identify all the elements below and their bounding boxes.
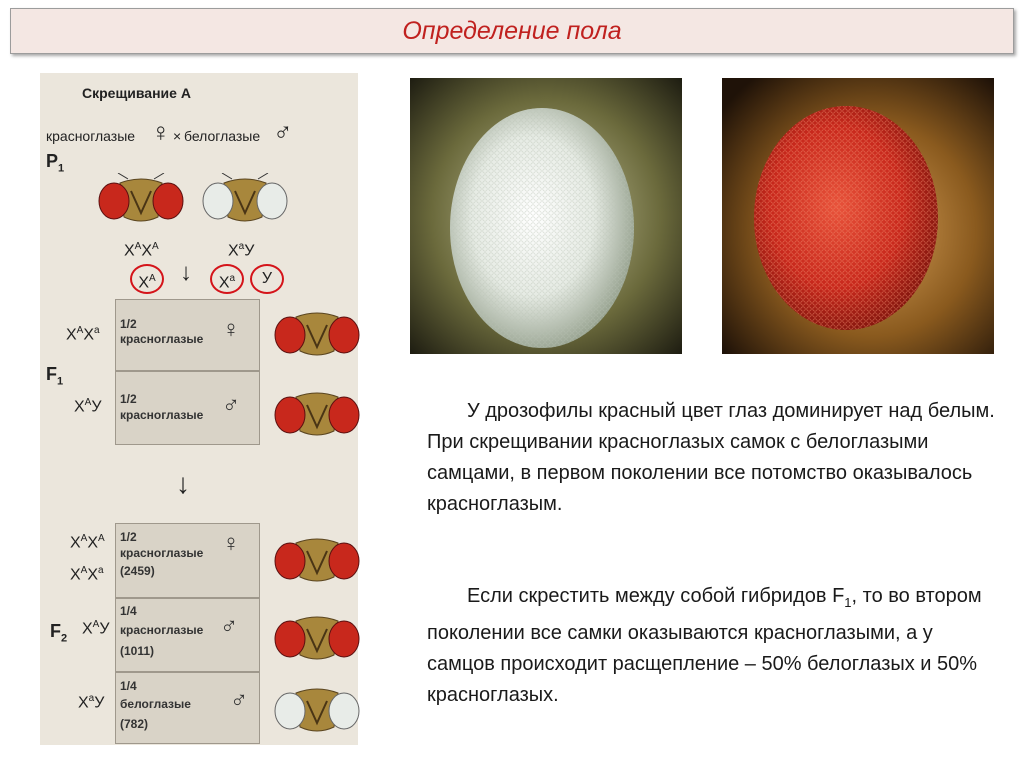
cross-symbol: × <box>173 128 182 144</box>
f2-row3-genotype: $X^aУ$ <box>78 693 105 712</box>
slide-title-bar <box>10 8 1014 54</box>
arrow-down-icon: ↓ <box>180 259 192 286</box>
f1-female-fly-icon <box>274 307 360 359</box>
f1-row2-cell: 1/2 красноглазые ♂ <box>115 371 260 445</box>
slide-title: Определение пола <box>402 16 622 45</box>
white-eye-photo <box>410 78 682 354</box>
f2-row2-genotype: $X^AУ$ <box>82 619 110 638</box>
female-symbol: ♀ <box>151 117 171 147</box>
paragraph-2: Если скрестить между собой гибридов $F_1$, то во втором поколении все самки оказываются красноглазыми, а у самцов происходит расщепление – 50% белоглазых и 50% красноглазых. <box>427 585 982 706</box>
p1-label: $P_1$ <box>46 151 65 175</box>
male-gamete-y: У <box>250 264 284 294</box>
f1-label: $F_1$ <box>46 364 64 388</box>
f1-row2-genotype: $X^AУ$ <box>74 397 102 416</box>
f2-red-male-fly-icon <box>274 611 360 663</box>
paragraph-1: У дрозофилы красный цвет глаз доминирует над белым. При скрещивании красноглазых самок с белоглазыми самцами, в первом поколении все потомство оказывалось красноглазым. <box>427 400 995 515</box>
f2-white-male-fly-icon <box>274 683 360 735</box>
p1-male-label: белоглазые <box>184 128 261 144</box>
cross-scheme <box>40 73 358 745</box>
f2-row1-cell: 1/2 красноглазые (2459) ♀ <box>115 523 260 598</box>
scheme-heading: Скрещивание А <box>82 85 191 101</box>
p1-female-genotype: $X^AX^A$ <box>124 241 159 260</box>
p1-male-genotype: $X^aУ$ <box>228 241 255 260</box>
f2-row1-genotype: $X^AX^A$ <box>70 533 105 552</box>
male-symbol: ♂ <box>273 117 293 147</box>
f2-row1-genotype-2: $X^AX^a$ <box>70 565 104 584</box>
f2-row2-cell: 1/4 красноглазые (1011) ♂ <box>115 598 260 672</box>
f1-row1-genotype: $X^AX^a$ <box>66 325 100 344</box>
f2-row3-cell: 1/4 белоглазые (782) ♂ <box>115 672 260 744</box>
red-eye-photo <box>722 78 994 354</box>
f2-label: $F_2$ <box>50 621 68 645</box>
red-eyed-female-fly-icon <box>98 173 184 225</box>
white-eyed-male-fly-icon <box>202 173 288 225</box>
f1-row1-cell: 1/2 красноглазые ♀ <box>115 299 260 371</box>
f2-female-fly-icon <box>274 533 360 585</box>
f1-male-fly-icon <box>274 387 360 439</box>
female-gamete: $X^A$ <box>130 264 164 294</box>
male-gamete-x: $X^a$ <box>210 264 244 294</box>
arrow-down-icon-2: ↓ <box>176 468 190 499</box>
p1-female-label: красноглазые <box>46 128 136 144</box>
